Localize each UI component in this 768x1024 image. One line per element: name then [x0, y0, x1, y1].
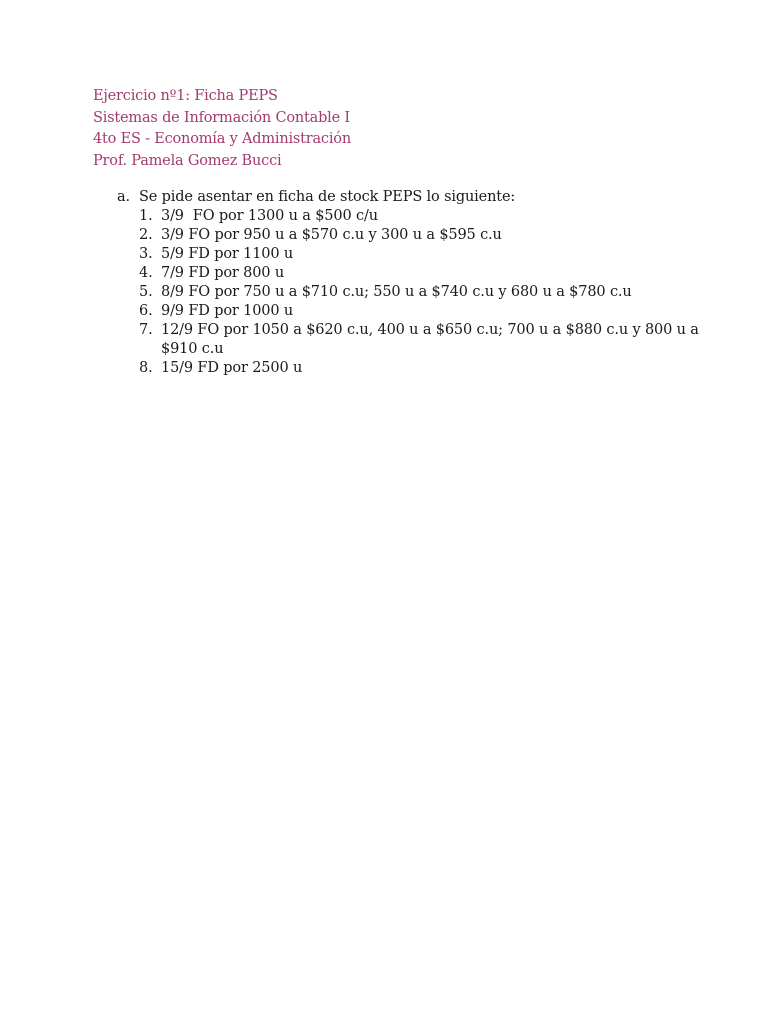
course-level: 4to ES - Economía y Administración [93, 131, 351, 147]
step-number: 1. [139, 208, 153, 224]
steps-list [117, 207, 717, 378]
list-item [117, 359, 731, 378]
exercise-body [117, 188, 717, 378]
step-number: 8. [139, 360, 153, 376]
step-text: 3/9 FO por 950 u a $570 c.u y 300 u a $595 c.u [161, 227, 502, 243]
list-item [117, 264, 731, 283]
step-text: 5/9 FD por 1100 u [161, 246, 294, 262]
list-item [117, 226, 731, 245]
list-item [117, 321, 731, 359]
step-number: 3. [139, 246, 153, 262]
step-text: 3/9 FO por 1300 u a $500 c/u [161, 208, 378, 224]
exercise-title: Ejercicio nº1: Ficha PEPS [93, 88, 278, 104]
list-item [117, 207, 731, 226]
teacher-name: Prof. Pamela Gomez Bucci [93, 152, 282, 169]
step-number: 4. [139, 265, 153, 281]
step-text: 12/9 FO por 1050 a $620 c.u, 400 u a $650 c.u; 700 u a $880 c.u y 800 u a $910 c.u [161, 322, 699, 357]
step-number: 2. [139, 227, 153, 243]
step-number: 5. [139, 284, 153, 300]
item-marker: a. [117, 189, 130, 205]
exercise-item-a [117, 188, 717, 207]
course-name: Sistemas de Información Contable I [93, 109, 350, 126]
instruction-text: Se pide asentar en ficha de stock PEPS lo siguiente: [139, 189, 516, 205]
list-item [117, 245, 731, 264]
step-text: 15/9 FD por 2500 u [161, 360, 303, 376]
step-text: 8/9 FO por 750 u a $710 c.u; 550 u a $740 c.u y 680 u a $780 c.u [161, 284, 632, 300]
list-item [117, 283, 731, 302]
step-text: 9/9 FD por 1000 u [161, 303, 294, 319]
step-text: 7/9 FD por 800 u [161, 265, 285, 281]
step-number: 7. [139, 322, 153, 338]
step-number: 6. [139, 303, 153, 319]
list-item [117, 302, 731, 321]
document-header [93, 86, 351, 172]
